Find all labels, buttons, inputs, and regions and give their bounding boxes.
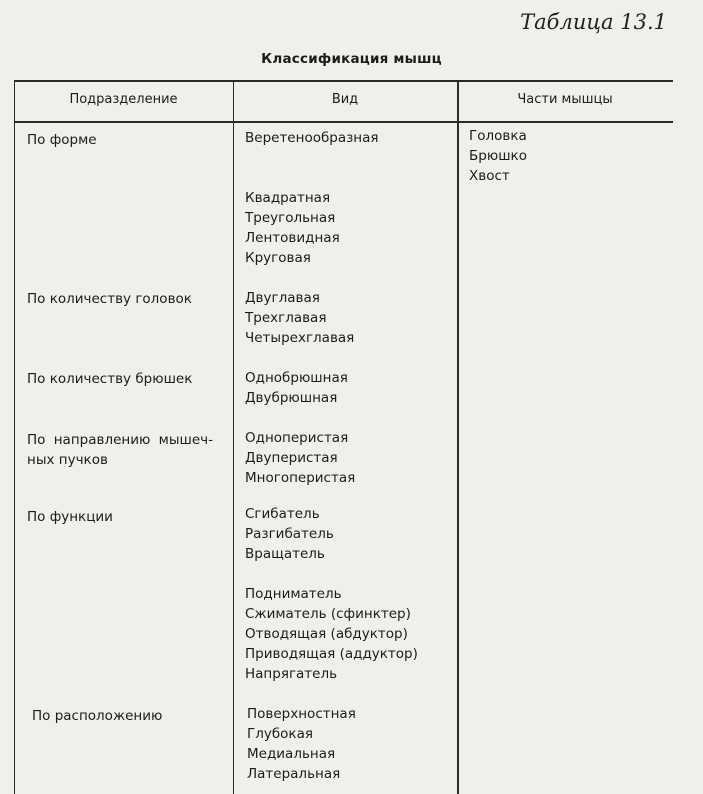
row-subdivision <box>27 130 97 150</box>
subdivision-text: По количеству головок <box>27 291 192 307</box>
type-text: Многоперистая <box>245 470 356 486</box>
subdivision-text: По количеству брюшек <box>27 371 193 387</box>
subdivision-text: По форме <box>27 132 97 148</box>
type-text: Латеральная <box>247 766 341 782</box>
type-text: Сгибатель <box>245 506 320 522</box>
row-types <box>245 428 355 488</box>
type-text: Двубрюшная <box>245 390 338 406</box>
row-subdivision <box>27 289 192 309</box>
part-text: Головка <box>469 128 527 144</box>
row-types <box>245 368 348 408</box>
header-subdivision: Подразделение <box>69 92 178 107</box>
part-text: Хвост <box>469 168 510 184</box>
subdivision-text: По функции <box>27 509 113 525</box>
type-text: Одноперистая <box>245 430 349 446</box>
type-text: Отводящая (абдуктор) <box>245 626 408 642</box>
type-text: Напрягатель <box>245 666 338 682</box>
type-text: Медиальная <box>247 746 336 762</box>
type-text: Круговая <box>245 250 311 266</box>
row-types <box>247 704 356 784</box>
type-text: Разгибатель <box>245 526 334 542</box>
column-rule-1 <box>233 80 234 794</box>
type-text: Квадратная <box>245 190 331 206</box>
row-parts <box>469 126 527 186</box>
table-top-rule <box>14 80 673 82</box>
type-text: Поверхностная <box>247 706 356 722</box>
row-subdivision <box>27 369 192 389</box>
type-text: Глубокая <box>247 726 313 742</box>
column-rule-left <box>14 80 15 794</box>
row-subdivision <box>27 430 213 470</box>
type-text: Лентовидная <box>245 230 340 246</box>
header-type: Вид <box>331 92 359 107</box>
subdivision-text: По направлению мышеч- <box>27 432 213 448</box>
type-text: Однобрюшная <box>245 370 348 386</box>
row-types <box>245 128 379 148</box>
type-text: Сжиматель (сфинктер) <box>245 606 411 622</box>
type-text: Веретенообразная <box>245 130 379 146</box>
type-text: Двуперистая <box>245 450 338 466</box>
part-text: Брюшко <box>469 148 527 164</box>
table-title: Классификация мышц <box>261 51 442 67</box>
classification-table <box>14 80 673 794</box>
row-types <box>245 188 340 268</box>
subdivision-text: По расположению <box>32 708 163 724</box>
type-text: Двуглавая <box>245 290 320 306</box>
type-text: Четырехглавая <box>245 330 355 346</box>
row-subdivision <box>27 507 113 527</box>
type-text: Подниматель <box>245 586 342 602</box>
column-rule-2 <box>457 80 459 794</box>
row-types <box>245 288 354 348</box>
type-text: Трехглавая <box>245 310 327 326</box>
table-number: Таблица 13.1 <box>520 10 667 34</box>
header-bottom-rule <box>14 121 673 123</box>
header-parts: Части мышцы <box>517 92 613 107</box>
type-text: Треугольная <box>245 210 336 226</box>
type-text: Приводящая (аддуктор) <box>245 646 418 662</box>
row-subdivision <box>32 706 162 726</box>
row-types <box>245 504 334 564</box>
type-text: Вращатель <box>245 546 325 562</box>
subdivision-text: ных пучков <box>27 452 108 468</box>
row-types <box>245 584 418 684</box>
